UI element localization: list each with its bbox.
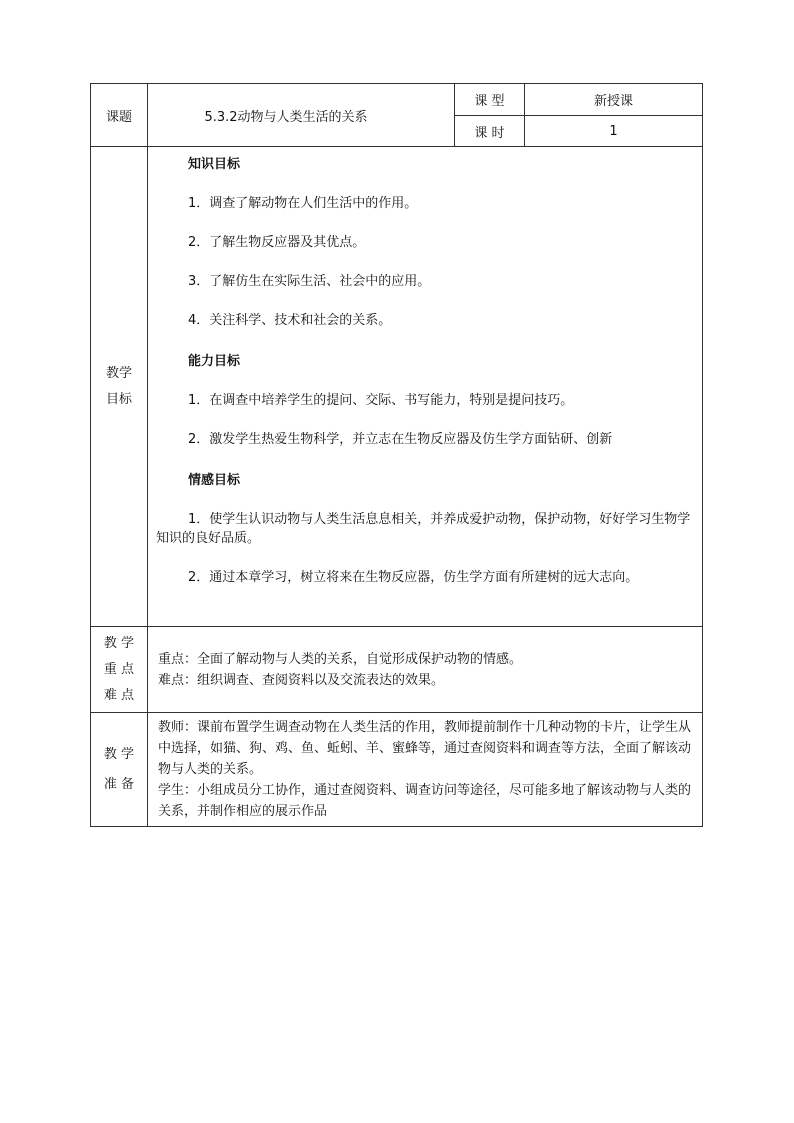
key-focus: 重点：全面了解动物与人类的关系，自觉形成保护动物的情感。 [158, 651, 523, 667]
lesson-hours-value: 1 [525, 116, 703, 147]
header-row-type [91, 84, 703, 116]
knowledge-item-1: 1．调查了解动物在人们生活中的作用。 [188, 196, 418, 211]
key-difficulty: 难点：组织调查、查阅资料以及交流表达的效果。 [158, 672, 445, 688]
lesson-type-label: 课 型 [455, 84, 525, 116]
keypoints-content [148, 627, 703, 713]
emotion-heading: 情感目标 [188, 473, 241, 488]
prep-label-line-1: 教 学 [103, 746, 135, 762]
lesson-hours-label: 课 时 [455, 116, 525, 147]
knowledge-item-2: 2．了解生物反应器及其优点。 [188, 235, 366, 250]
prep-teacher: 教师：课前布置学生调查动物在人类生活的作用，教师提前制作十几种动物的卡片，让学生从中选择，如猫、狗、鸡、鱼、蚯蚓、羊、蜜蜂等，通过查阅资料和调查等方法，全面了解该动物与人类的关系。 [158, 720, 692, 777]
prep-row [91, 713, 703, 827]
goals-label-line-1: 教学 [105, 365, 132, 381]
emotion-item-2: 2．通过本章学习，树立将来在生物反应器，仿生学方面有所建树的远大志向。 [188, 570, 639, 585]
topic-label: 课题 [91, 84, 148, 147]
ability-item-1: 1．在调查中培养学生的提问、交际、书写能力，特别是提问技巧。 [188, 393, 574, 408]
ability-heading: 能力目标 [188, 354, 241, 369]
goals-content [148, 147, 703, 627]
prep-content [148, 713, 703, 827]
prep-label-line-2: 准 备 [103, 776, 135, 792]
prep-student: 学生：小组成员分工协作，通过查阅资料、调查访问等途径，尽可能多地了解该动物与人类的关系，并制作相应的展示作品 [158, 783, 692, 819]
emotion-item-1: 1．使学生认识动物与人类生活息息相关，并养成爱护动物，保护动物，好好学习生物学知识的良好品质。 [156, 512, 691, 546]
lesson-plan-table [90, 83, 703, 827]
knowledge-item-3: 3．了解仿生在实际生活、社会中的应用。 [188, 274, 431, 289]
knowledge-item-4: 4．关注科学、技术和社会的关系。 [188, 313, 392, 328]
keypoints-label [91, 627, 148, 713]
ability-item-2: 2．激发学生热爱生物科学，并立志在生物反应器及仿生学方面钻研、创新 [188, 432, 613, 447]
knowledge-heading: 知识目标 [188, 157, 241, 172]
topic-title: 5.3.2动物与人类生活的关系 [148, 84, 455, 147]
keypoints-row [91, 627, 703, 713]
keypoints-label-line-1: 教 学 [103, 635, 135, 651]
keypoints-label-line-3: 难 点 [103, 687, 135, 703]
goals-label-line-2: 目标 [105, 391, 132, 407]
prep-label [91, 713, 148, 827]
lesson-type-value: 新授课 [525, 84, 703, 116]
goals-label [91, 147, 148, 627]
goals-row [91, 147, 703, 627]
keypoints-label-line-2: 重 点 [103, 661, 135, 677]
